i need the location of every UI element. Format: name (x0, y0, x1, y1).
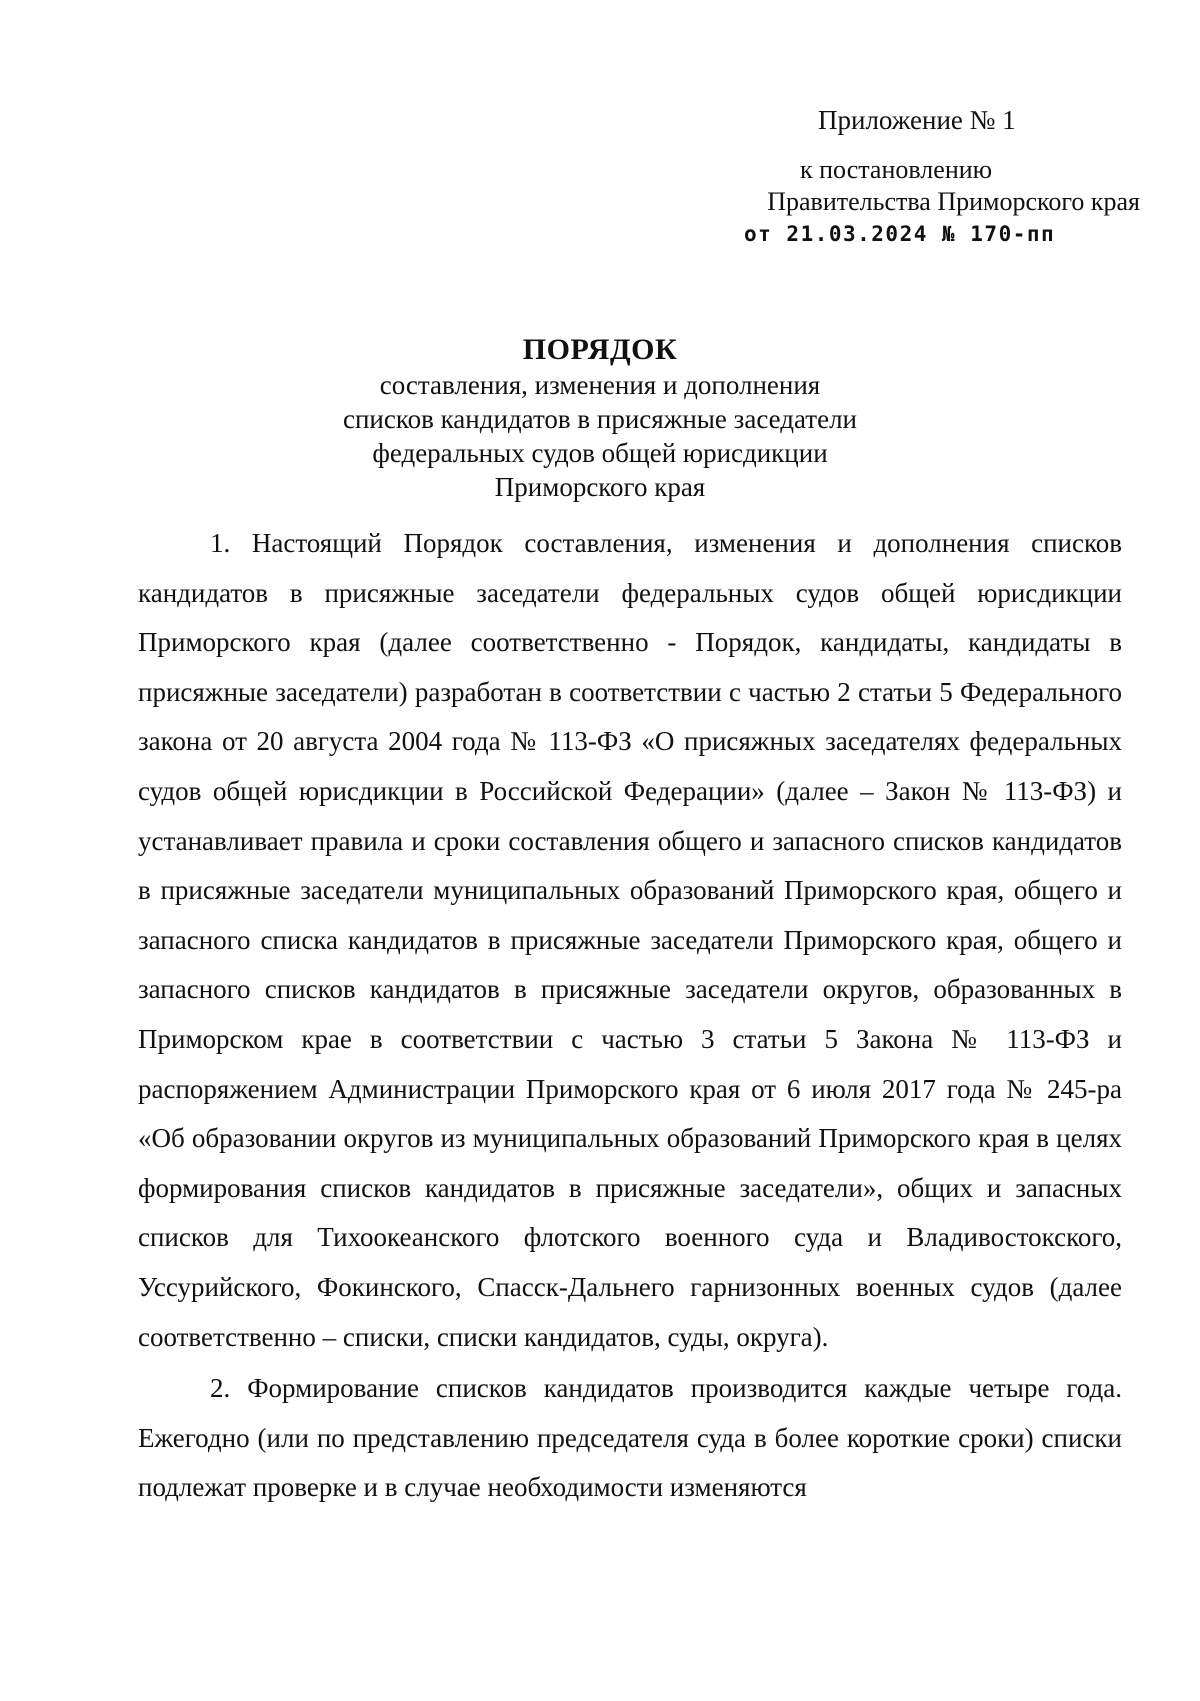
subtitle-line: Приморского края (494, 472, 706, 502)
document-title: ПОРЯДОК (522, 333, 678, 366)
subtitle-line: списков кандидатов в присяжные заседатели (342, 404, 857, 434)
subtitle-line: составления, изменения и дополнения (379, 370, 821, 400)
appendix-reference: к постановлению (800, 155, 993, 184)
appendix-title: Приложение № 1 (818, 105, 1016, 135)
document-body (138, 519, 1122, 1513)
paragraph-2: 2. Формирование списков кандидатов производится каждые четыре года. Ежегодно (или по представлению председателя суда в более короткие сроки) списки подлежат проверке и в случае необходимости изменяются (138, 1373, 1122, 1503)
document-subtitle (0, 368, 1200, 504)
appendix-date-stamp: от 21.03.2024 № 170-пп (744, 222, 1056, 246)
subtitle-line: федеральных судов общей юрисдикции (372, 438, 828, 468)
appendix-issuer: Правительства Приморского края (767, 187, 1140, 216)
paragraph-1: 1. Настоящий Порядок составления, изменения и дополнения списков кандидатов в присяжные заседатели федеральных судов общей юрисдикции Приморского края (далее соответственно - Порядок, кандидаты, кандидаты в присяжные заседатели) разработан в соответствии с частью 2 статьи 5 Федерального закона от 20 августа 2004 года № 113-ФЗ «О присяжных заседателях федеральных судов общей юрисдикции в Российской Федерации» (далее – Закон № 113-ФЗ) и устанавливает правила и сроки составления общего и запасного списков кандидатов в присяжные заседатели муниципальных образований Приморского края, общего и запасного списка кандидатов в присяжные заседатели Приморского края, общего и запасного списков кандидатов в присяжные заседатели округов, образованных в Приморском крае в соответствии с частью 3 статьи 5 Закона № 113-ФЗ и распоряжением Администрации Приморского края от 6 июля 2017 года № 245-ра «Об образовании округов из муниципальных образований Приморского края в целях формирования списков кандидатов в присяжные заседатели», общих и запасных списков для Тихоокеанского флотского военного суда и Владивостокского, Уссурийского, Фокинского, Спасск-Дальнего гарнизонных военных судов (далее соответственно – списки, списки кандидатов, суды, округа). (138, 528, 1122, 1352)
